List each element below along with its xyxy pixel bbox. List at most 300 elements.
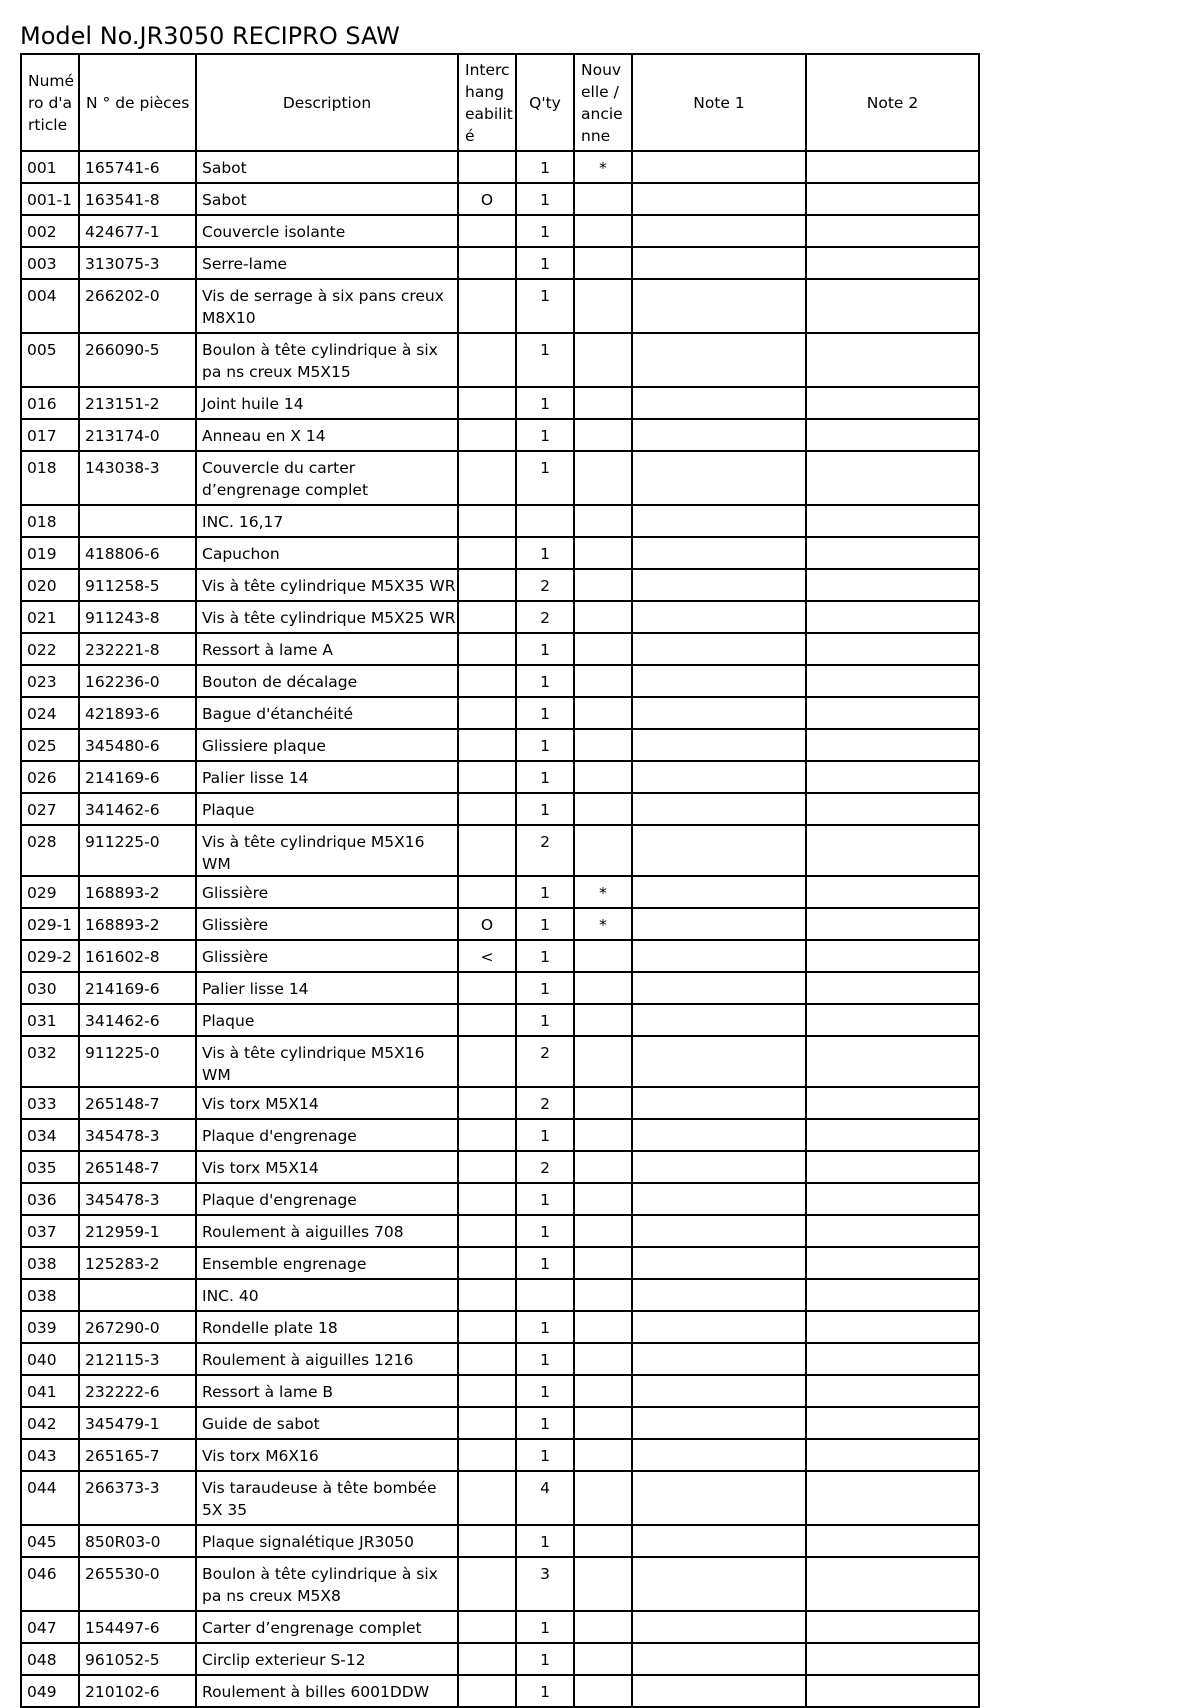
cell-part-number: 265530-0 bbox=[79, 1557, 196, 1611]
table-row bbox=[21, 1343, 979, 1375]
cell-description: Plaque d'engrenage bbox=[196, 1183, 458, 1215]
cell-description: Glissière bbox=[196, 876, 458, 908]
table-row bbox=[21, 1215, 979, 1247]
cell-part-number: 266090-5 bbox=[79, 333, 196, 387]
cell-interchangeability bbox=[458, 729, 516, 761]
cell-quantity: 1 bbox=[516, 876, 574, 908]
table-row bbox=[21, 451, 979, 505]
cell-new-old bbox=[574, 1611, 632, 1643]
cell-item-number: 018 bbox=[21, 451, 79, 505]
cell-description: Boulon à tête cylindrique à six pa ns creux M5X8 bbox=[196, 1557, 458, 1611]
cell-note-2 bbox=[806, 697, 979, 729]
cell-note-1 bbox=[632, 451, 806, 505]
cell-description: Plaque signalétique JR3050 bbox=[196, 1525, 458, 1557]
table-row bbox=[21, 1439, 979, 1471]
cell-description: Vis à tête cylindrique M5X25 WR bbox=[196, 601, 458, 633]
cell-new-old: * bbox=[574, 908, 632, 940]
cell-item-number: 001-1 bbox=[21, 183, 79, 215]
cell-note-2 bbox=[806, 1557, 979, 1611]
cell-part-number: 850R03-0 bbox=[79, 1525, 196, 1557]
cell-note-1 bbox=[632, 1439, 806, 1471]
cell-part-number: 163541-8 bbox=[79, 183, 196, 215]
cell-note-1 bbox=[632, 1557, 806, 1611]
cell-interchangeability bbox=[458, 761, 516, 793]
cell-description: Glissière bbox=[196, 908, 458, 940]
cell-description: Vis à tête cylindrique M5X16 WM bbox=[196, 825, 458, 876]
cell-note-2 bbox=[806, 1247, 979, 1279]
cell-part-number: 911225-0 bbox=[79, 825, 196, 876]
table-row bbox=[21, 1471, 979, 1525]
cell-item-number: 034 bbox=[21, 1119, 79, 1151]
cell-description: Bouton de décalage bbox=[196, 665, 458, 697]
cell-quantity: 1 bbox=[516, 1119, 574, 1151]
cell-interchangeability bbox=[458, 333, 516, 387]
cell-description: Palier lisse 14 bbox=[196, 761, 458, 793]
cell-item-number: 017 bbox=[21, 419, 79, 451]
cell-description: Vis torx M5X14 bbox=[196, 1087, 458, 1119]
cell-quantity: 1 bbox=[516, 665, 574, 697]
cell-part-number: 214169-6 bbox=[79, 972, 196, 1004]
table-row bbox=[21, 908, 979, 940]
cell-new-old bbox=[574, 387, 632, 419]
cell-interchangeability: < bbox=[458, 940, 516, 972]
cell-note-1 bbox=[632, 1215, 806, 1247]
cell-quantity: 1 bbox=[516, 729, 574, 761]
cell-part-number bbox=[79, 1279, 196, 1311]
cell-interchangeability: O bbox=[458, 183, 516, 215]
cell-note-1 bbox=[632, 1407, 806, 1439]
cell-new-old bbox=[574, 419, 632, 451]
header-note-2: Note 2 bbox=[806, 54, 979, 151]
cell-note-2 bbox=[806, 825, 979, 876]
cell-quantity: 1 bbox=[516, 1525, 574, 1557]
cell-new-old bbox=[574, 1247, 632, 1279]
cell-description: Vis de serrage à six pans creux M8X10 bbox=[196, 279, 458, 333]
cell-item-number: 028 bbox=[21, 825, 79, 876]
cell-part-number: 341462-6 bbox=[79, 793, 196, 825]
table-row bbox=[21, 537, 979, 569]
cell-interchangeability bbox=[458, 1311, 516, 1343]
cell-note-2 bbox=[806, 419, 979, 451]
cell-note-2 bbox=[806, 1611, 979, 1643]
cell-part-number: 214169-6 bbox=[79, 761, 196, 793]
table-row bbox=[21, 1183, 979, 1215]
header-interchangeability: Interc hang eabilit é bbox=[458, 54, 516, 151]
cell-interchangeability bbox=[458, 1407, 516, 1439]
cell-quantity: 2 bbox=[516, 569, 574, 601]
cell-quantity: 1 bbox=[516, 972, 574, 1004]
cell-quantity: 1 bbox=[516, 633, 574, 665]
cell-new-old bbox=[574, 247, 632, 279]
cell-item-number: 038 bbox=[21, 1247, 79, 1279]
cell-note-2 bbox=[806, 876, 979, 908]
cell-note-2 bbox=[806, 1675, 979, 1707]
table-row bbox=[21, 247, 979, 279]
cell-new-old bbox=[574, 825, 632, 876]
table-row bbox=[21, 183, 979, 215]
cell-description: Roulement à billes 6001DDW bbox=[196, 1675, 458, 1707]
cell-note-2 bbox=[806, 279, 979, 333]
cell-part-number: 265148-7 bbox=[79, 1151, 196, 1183]
cell-new-old bbox=[574, 972, 632, 1004]
cell-note-2 bbox=[806, 333, 979, 387]
cell-interchangeability bbox=[458, 1183, 516, 1215]
cell-part-number: 232221-8 bbox=[79, 633, 196, 665]
cell-part-number: 266373-3 bbox=[79, 1471, 196, 1525]
table-row bbox=[21, 1247, 979, 1279]
table-row bbox=[21, 1119, 979, 1151]
cell-note-1 bbox=[632, 537, 806, 569]
cell-quantity: 1 bbox=[516, 1183, 574, 1215]
cell-item-number: 033 bbox=[21, 1087, 79, 1119]
cell-note-2 bbox=[806, 729, 979, 761]
cell-note-2 bbox=[806, 601, 979, 633]
cell-note-2 bbox=[806, 940, 979, 972]
cell-new-old bbox=[574, 569, 632, 601]
cell-description: Vis à tête cylindrique M5X16 WM bbox=[196, 1036, 458, 1087]
cell-quantity: 1 bbox=[516, 183, 574, 215]
cell-note-2 bbox=[806, 1119, 979, 1151]
cell-quantity: 1 bbox=[516, 151, 574, 183]
table-row bbox=[21, 793, 979, 825]
cell-note-1 bbox=[632, 1675, 806, 1707]
table-row bbox=[21, 1311, 979, 1343]
table-row bbox=[21, 1643, 979, 1675]
cell-quantity: 3 bbox=[516, 1557, 574, 1611]
cell-note-2 bbox=[806, 1471, 979, 1525]
cell-note-1 bbox=[632, 1343, 806, 1375]
cell-part-number: 213174-0 bbox=[79, 419, 196, 451]
cell-item-number: 047 bbox=[21, 1611, 79, 1643]
cell-quantity: 2 bbox=[516, 825, 574, 876]
header-note-1: Note 1 bbox=[632, 54, 806, 151]
cell-new-old bbox=[574, 1036, 632, 1087]
cell-new-old bbox=[574, 1525, 632, 1557]
table-row bbox=[21, 825, 979, 876]
cell-description: Joint huile 14 bbox=[196, 387, 458, 419]
table-row bbox=[21, 1557, 979, 1611]
cell-item-number: 029-1 bbox=[21, 908, 79, 940]
cell-description: Vis taraudeuse à tête bombée 5X 35 bbox=[196, 1471, 458, 1525]
cell-note-1 bbox=[632, 279, 806, 333]
cell-part-number: 345478-3 bbox=[79, 1183, 196, 1215]
cell-item-number: 026 bbox=[21, 761, 79, 793]
cell-quantity: 1 bbox=[516, 247, 574, 279]
cell-interchangeability bbox=[458, 697, 516, 729]
cell-note-1 bbox=[632, 601, 806, 633]
cell-item-number: 044 bbox=[21, 1471, 79, 1525]
cell-item-number: 022 bbox=[21, 633, 79, 665]
cell-note-1 bbox=[632, 215, 806, 247]
cell-part-number: 161602-8 bbox=[79, 940, 196, 972]
cell-interchangeability bbox=[458, 1087, 516, 1119]
cell-new-old bbox=[574, 1311, 632, 1343]
cell-description: Glissière bbox=[196, 940, 458, 972]
cell-note-1 bbox=[632, 247, 806, 279]
cell-note-1 bbox=[632, 665, 806, 697]
cell-interchangeability bbox=[458, 1375, 516, 1407]
cell-note-2 bbox=[806, 1311, 979, 1343]
cell-new-old bbox=[574, 451, 632, 505]
cell-note-1 bbox=[632, 1471, 806, 1525]
cell-part-number: 232222-6 bbox=[79, 1375, 196, 1407]
table-row bbox=[21, 569, 979, 601]
cell-part-number: 213151-2 bbox=[79, 387, 196, 419]
cell-new-old: * bbox=[574, 876, 632, 908]
cell-item-number: 003 bbox=[21, 247, 79, 279]
cell-quantity: 1 bbox=[516, 793, 574, 825]
cell-new-old bbox=[574, 697, 632, 729]
cell-note-1 bbox=[632, 1036, 806, 1087]
cell-description: Boulon à tête cylindrique à six pa ns creux M5X15 bbox=[196, 333, 458, 387]
cell-item-number: 025 bbox=[21, 729, 79, 761]
table-row bbox=[21, 1087, 979, 1119]
cell-interchangeability bbox=[458, 387, 516, 419]
cell-part-number: 911243-8 bbox=[79, 601, 196, 633]
cell-description: INC. 40 bbox=[196, 1279, 458, 1311]
table-row bbox=[21, 1407, 979, 1439]
cell-item-number: 016 bbox=[21, 387, 79, 419]
cell-part-number: 313075-3 bbox=[79, 247, 196, 279]
cell-item-number: 049 bbox=[21, 1675, 79, 1707]
cell-note-1 bbox=[632, 1525, 806, 1557]
cell-quantity: 1 bbox=[516, 451, 574, 505]
cell-description: Bague d'étanchéité bbox=[196, 697, 458, 729]
cell-interchangeability bbox=[458, 1247, 516, 1279]
table-row bbox=[21, 1036, 979, 1087]
cell-quantity: 1 bbox=[516, 1247, 574, 1279]
cell-interchangeability bbox=[458, 505, 516, 537]
table-row bbox=[21, 1375, 979, 1407]
cell-note-2 bbox=[806, 183, 979, 215]
cell-part-number: 143038-3 bbox=[79, 451, 196, 505]
cell-interchangeability bbox=[458, 537, 516, 569]
header-new-old: Nouv elle / ancie nne bbox=[574, 54, 632, 151]
cell-new-old bbox=[574, 729, 632, 761]
cell-item-number: 032 bbox=[21, 1036, 79, 1087]
cell-note-1 bbox=[632, 825, 806, 876]
table-row bbox=[21, 633, 979, 665]
cell-note-2 bbox=[806, 665, 979, 697]
cell-note-2 bbox=[806, 1525, 979, 1557]
cell-item-number: 036 bbox=[21, 1183, 79, 1215]
cell-quantity: 1 bbox=[516, 697, 574, 729]
cell-note-1 bbox=[632, 387, 806, 419]
table-row bbox=[21, 1611, 979, 1643]
parts-table bbox=[20, 53, 980, 1708]
cell-part-number: 168893-2 bbox=[79, 876, 196, 908]
cell-quantity bbox=[516, 505, 574, 537]
cell-note-1 bbox=[632, 1087, 806, 1119]
cell-note-1 bbox=[632, 876, 806, 908]
cell-note-1 bbox=[632, 1611, 806, 1643]
cell-note-2 bbox=[806, 1343, 979, 1375]
cell-item-number: 038 bbox=[21, 1279, 79, 1311]
cell-quantity: 1 bbox=[516, 1675, 574, 1707]
cell-item-number: 046 bbox=[21, 1557, 79, 1611]
cell-part-number: 154497-6 bbox=[79, 1611, 196, 1643]
page-title: Model No.JR3050 RECIPRO SAW bbox=[20, 22, 400, 50]
cell-note-2 bbox=[806, 1279, 979, 1311]
cell-note-2 bbox=[806, 1215, 979, 1247]
cell-description: Vis à tête cylindrique M5X35 WR bbox=[196, 569, 458, 601]
cell-item-number: 039 bbox=[21, 1311, 79, 1343]
cell-quantity: 2 bbox=[516, 601, 574, 633]
cell-description: Guide de sabot bbox=[196, 1407, 458, 1439]
cell-description: Sabot bbox=[196, 151, 458, 183]
table-row bbox=[21, 729, 979, 761]
cell-interchangeability bbox=[458, 793, 516, 825]
cell-description: Roulement à aiguilles 1216 bbox=[196, 1343, 458, 1375]
cell-item-number: 020 bbox=[21, 569, 79, 601]
cell-new-old bbox=[574, 1087, 632, 1119]
cell-note-1 bbox=[632, 972, 806, 1004]
cell-note-2 bbox=[806, 908, 979, 940]
cell-quantity: 1 bbox=[516, 1375, 574, 1407]
cell-description: Roulement à aiguilles 708 bbox=[196, 1215, 458, 1247]
cell-item-number: 042 bbox=[21, 1407, 79, 1439]
cell-new-old bbox=[574, 601, 632, 633]
cell-part-number: 345478-3 bbox=[79, 1119, 196, 1151]
cell-item-number: 001 bbox=[21, 151, 79, 183]
table-row bbox=[21, 333, 979, 387]
cell-item-number: 031 bbox=[21, 1004, 79, 1036]
cell-note-2 bbox=[806, 247, 979, 279]
cell-quantity: 1 bbox=[516, 1407, 574, 1439]
cell-new-old bbox=[574, 279, 632, 333]
cell-interchangeability bbox=[458, 1557, 516, 1611]
cell-note-1 bbox=[632, 1311, 806, 1343]
cell-description: Glissiere plaque bbox=[196, 729, 458, 761]
cell-note-2 bbox=[806, 569, 979, 601]
cell-part-number: 345479-1 bbox=[79, 1407, 196, 1439]
table-row bbox=[21, 387, 979, 419]
table-row bbox=[21, 1525, 979, 1557]
cell-description: Plaque bbox=[196, 793, 458, 825]
cell-description: Carter d’engrenage complet bbox=[196, 1611, 458, 1643]
cell-new-old bbox=[574, 1471, 632, 1525]
cell-note-1 bbox=[632, 419, 806, 451]
cell-description: Vis torx M5X14 bbox=[196, 1151, 458, 1183]
cell-item-number: 027 bbox=[21, 793, 79, 825]
cell-item-number: 030 bbox=[21, 972, 79, 1004]
cell-item-number: 029 bbox=[21, 876, 79, 908]
cell-quantity: 1 bbox=[516, 1004, 574, 1036]
cell-note-1 bbox=[632, 729, 806, 761]
cell-item-number: 005 bbox=[21, 333, 79, 387]
cell-part-number: 421893-6 bbox=[79, 697, 196, 729]
cell-quantity: 2 bbox=[516, 1151, 574, 1183]
cell-quantity: 1 bbox=[516, 1643, 574, 1675]
cell-note-1 bbox=[632, 761, 806, 793]
cell-part-number: 911225-0 bbox=[79, 1036, 196, 1087]
cell-part-number: 162236-0 bbox=[79, 665, 196, 697]
cell-new-old bbox=[574, 1407, 632, 1439]
cell-note-2 bbox=[806, 215, 979, 247]
cell-quantity: 1 bbox=[516, 215, 574, 247]
cell-note-2 bbox=[806, 1036, 979, 1087]
cell-new-old bbox=[574, 537, 632, 569]
cell-part-number: 165741-6 bbox=[79, 151, 196, 183]
cell-item-number: 021 bbox=[21, 601, 79, 633]
cell-note-2 bbox=[806, 1375, 979, 1407]
cell-interchangeability bbox=[458, 601, 516, 633]
cell-interchangeability bbox=[458, 825, 516, 876]
cell-quantity: 2 bbox=[516, 1087, 574, 1119]
cell-new-old bbox=[574, 940, 632, 972]
cell-description: Palier lisse 14 bbox=[196, 972, 458, 1004]
cell-new-old bbox=[574, 1215, 632, 1247]
cell-note-1 bbox=[632, 1183, 806, 1215]
cell-new-old bbox=[574, 1004, 632, 1036]
cell-part-number: 168893-2 bbox=[79, 908, 196, 940]
cell-note-1 bbox=[632, 569, 806, 601]
cell-description: Ressort à lame B bbox=[196, 1375, 458, 1407]
cell-quantity bbox=[516, 1279, 574, 1311]
cell-note-2 bbox=[806, 151, 979, 183]
cell-description: Plaque bbox=[196, 1004, 458, 1036]
cell-new-old bbox=[574, 1151, 632, 1183]
cell-interchangeability bbox=[458, 665, 516, 697]
cell-note-2 bbox=[806, 972, 979, 1004]
table-row bbox=[21, 419, 979, 451]
cell-interchangeability bbox=[458, 419, 516, 451]
cell-note-1 bbox=[632, 1004, 806, 1036]
cell-item-number: 018 bbox=[21, 505, 79, 537]
cell-quantity: 1 bbox=[516, 1215, 574, 1247]
table-header-row bbox=[21, 54, 979, 151]
header-description: Description bbox=[196, 54, 458, 151]
cell-interchangeability bbox=[458, 876, 516, 908]
cell-interchangeability bbox=[458, 1004, 516, 1036]
cell-note-1 bbox=[632, 1247, 806, 1279]
cell-interchangeability bbox=[458, 1119, 516, 1151]
cell-item-number: 029-2 bbox=[21, 940, 79, 972]
cell-quantity: 1 bbox=[516, 761, 574, 793]
table-row bbox=[21, 1279, 979, 1311]
cell-note-2 bbox=[806, 537, 979, 569]
cell-item-number: 019 bbox=[21, 537, 79, 569]
cell-quantity: 1 bbox=[516, 908, 574, 940]
cell-part-number: 424677-1 bbox=[79, 215, 196, 247]
cell-interchangeability bbox=[458, 1215, 516, 1247]
cell-part-number: 961052-5 bbox=[79, 1643, 196, 1675]
cell-interchangeability bbox=[458, 1525, 516, 1557]
cell-interchangeability bbox=[458, 451, 516, 505]
cell-note-2 bbox=[806, 451, 979, 505]
cell-interchangeability bbox=[458, 1151, 516, 1183]
cell-new-old bbox=[574, 183, 632, 215]
cell-note-1 bbox=[632, 1151, 806, 1183]
cell-quantity: 1 bbox=[516, 1439, 574, 1471]
cell-part-number: 210102-6 bbox=[79, 1675, 196, 1707]
cell-description: Sabot bbox=[196, 183, 458, 215]
cell-note-2 bbox=[806, 1407, 979, 1439]
cell-interchangeability bbox=[458, 151, 516, 183]
cell-interchangeability bbox=[458, 1471, 516, 1525]
cell-note-1 bbox=[632, 1375, 806, 1407]
cell-interchangeability: O bbox=[458, 908, 516, 940]
cell-new-old bbox=[574, 333, 632, 387]
cell-note-2 bbox=[806, 387, 979, 419]
cell-new-old bbox=[574, 1557, 632, 1611]
table-row bbox=[21, 1004, 979, 1036]
cell-part-number: 212115-3 bbox=[79, 1343, 196, 1375]
cell-new-old bbox=[574, 1119, 632, 1151]
cell-description: Vis torx M6X16 bbox=[196, 1439, 458, 1471]
cell-description: Anneau en X 14 bbox=[196, 419, 458, 451]
cell-item-number: 040 bbox=[21, 1343, 79, 1375]
